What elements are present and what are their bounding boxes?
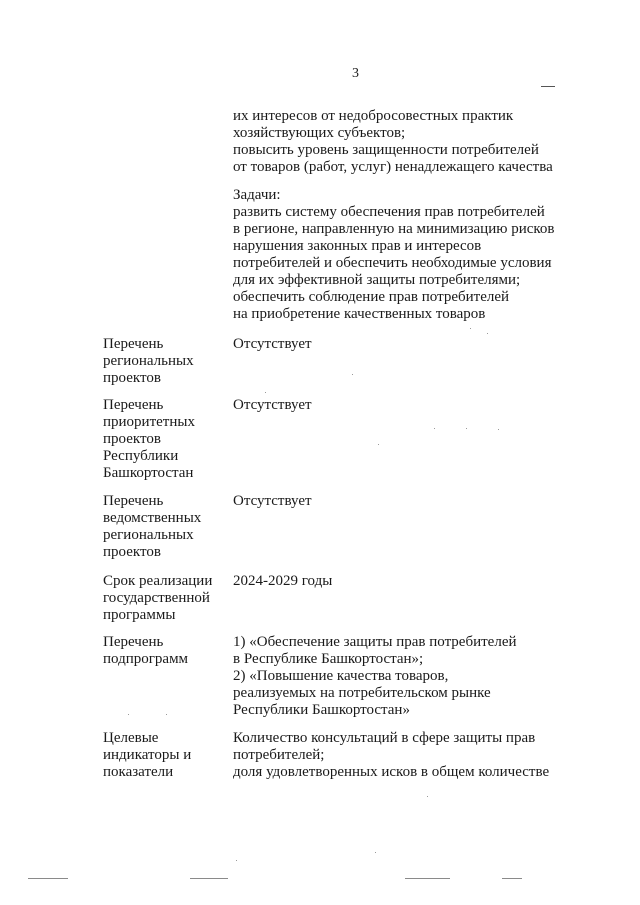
row-label-regional-projects [103, 336, 194, 387]
value-line: Количество консультаций в сфере защиты прав [233, 730, 536, 746]
label-line: Перечень [103, 493, 164, 509]
scan-speck [166, 714, 167, 715]
tasks-line: для их эффективной защиты потребителями; [233, 272, 521, 288]
scan-speck [265, 392, 266, 393]
row-label-implementation-period [103, 573, 212, 624]
value-line: 1) «Обеспечение защиты прав потребителей [233, 634, 517, 650]
label-line: Срок реализации [103, 573, 213, 589]
label-line: государственной [103, 590, 210, 606]
value-line: доля удовлетворенных исков в общем количестве [233, 764, 550, 780]
row-label-target-indicators [103, 730, 191, 781]
label-line: проектов [103, 431, 161, 447]
scan-edge-line [502, 878, 522, 879]
label-line: Целевые [103, 730, 159, 746]
row-value-implementation-period [233, 573, 332, 590]
scan-speck [487, 333, 488, 334]
page-number: 3 [352, 66, 359, 81]
tasks-line: потребителей и обеспечить необходимые условия [233, 255, 552, 271]
value-line: 2024-2029 годы [233, 573, 333, 589]
row-value-priority-projects [233, 397, 312, 414]
label-line: региональных [103, 353, 194, 369]
value-line: 2) «Повышение качества товаров, [233, 668, 449, 684]
value-line: Отсутствует [233, 493, 312, 509]
scan-speck [375, 852, 376, 853]
header-dash [541, 86, 555, 87]
label-line: проектов [103, 544, 161, 560]
label-line: приоритетных [103, 414, 195, 430]
scan-speck [498, 429, 499, 430]
scan-edge-line [28, 878, 68, 879]
value-line: Отсутствует [233, 336, 312, 352]
value-line: Отсутствует [233, 397, 312, 413]
goals-line: их интересов от недобросовестных практик [233, 108, 514, 124]
scan-speck [352, 374, 353, 375]
row-value-subprograms [233, 634, 517, 719]
scan-speck [378, 444, 379, 445]
row-value-regional-projects [233, 336, 312, 353]
label-line: Республики [103, 448, 179, 464]
row-value-departmental-projects [233, 493, 312, 510]
tasks-block [233, 187, 554, 323]
tasks-line: на приобретение качественных товаров [233, 306, 486, 322]
label-line: индикаторы и [103, 747, 192, 763]
row-label-subprograms [103, 634, 188, 668]
goals-continuation [233, 108, 553, 176]
value-line: в Республике Башкортостан»; [233, 651, 424, 667]
value-line: реализуемых на потребительском рынке [233, 685, 491, 701]
scan-speck [236, 860, 237, 861]
scan-speck [466, 428, 467, 429]
label-line: программы [103, 607, 176, 623]
scan-speck [427, 796, 428, 797]
tasks-title: Задачи: [233, 187, 281, 203]
label-line: подпрограмм [103, 651, 189, 667]
scan-speck [470, 328, 471, 329]
scan-edge-line [405, 878, 450, 879]
tasks-line: нарушения законных прав и интересов [233, 238, 482, 254]
goals-line: хозяйствующих субъектов; [233, 125, 406, 141]
tasks-line: развить систему обеспечения прав потребителей [233, 204, 545, 220]
scan-edge-line [190, 878, 228, 879]
label-line: Башкортостан [103, 465, 194, 481]
tasks-line: в регионе, направленную на минимизацию рисков [233, 221, 555, 237]
goals-line: от товаров (работ, услуг) ненадлежащего качества [233, 159, 553, 175]
label-line: показатели [103, 764, 174, 780]
row-label-priority-projects [103, 397, 195, 482]
tasks-line: обеспечить соблюдение прав потребителей [233, 289, 510, 305]
row-value-target-indicators [233, 730, 549, 781]
row-label-departmental-projects [103, 493, 201, 561]
value-line: потребителей; [233, 747, 325, 763]
label-line: ведомственных [103, 510, 202, 526]
value-line: Республики Башкортостан» [233, 702, 410, 718]
goals-line: повысить уровень защищенности потребителей [233, 142, 539, 158]
label-line: Перечень [103, 397, 164, 413]
scan-speck [128, 714, 129, 715]
label-line: Перечень [103, 634, 164, 650]
label-line: Перечень [103, 336, 164, 352]
scan-speck [434, 428, 435, 429]
label-line: региональных [103, 527, 194, 543]
label-line: проектов [103, 370, 161, 386]
